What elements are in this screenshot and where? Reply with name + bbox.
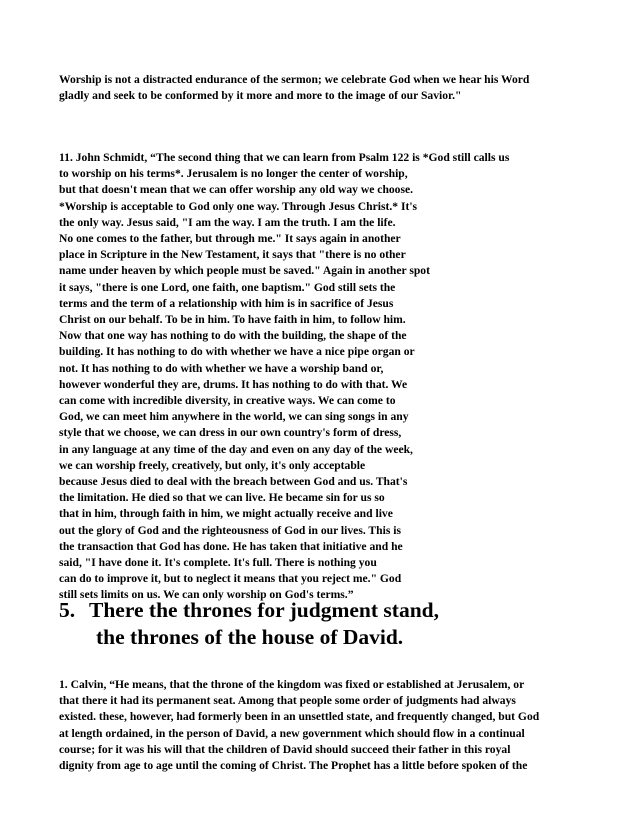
intro-paragraph bbox=[59, 72, 529, 104]
text-line: the transaction that God has done. He has taken that initiative and he bbox=[59, 539, 403, 553]
verse-heading-text-1: There the thrones for judgment stand, bbox=[89, 598, 439, 622]
schmidt-quote bbox=[59, 150, 509, 604]
text-line: No one comes to the father, but through me." It says again in another bbox=[59, 232, 401, 246]
text-line: place in Scripture in the New Testament, it says that "there is no other bbox=[59, 248, 406, 262]
text-line: however wonderful they are, drums. It has nothing to do with that. We bbox=[59, 377, 408, 391]
text-line: course; for it was his will that the children of David should succeed their father in this royal bbox=[59, 742, 511, 756]
text-line: we can worship freely, creatively, but only, it's only acceptable bbox=[59, 458, 366, 472]
verse-heading-line-2: the thrones of the house of David. bbox=[96, 625, 404, 649]
text-line: Now that one way has nothing to do with the building, the shape of the bbox=[59, 329, 407, 343]
text-line: in any language at any time of the day and even on any day of the week, bbox=[59, 442, 413, 456]
text-line: can do to improve it, but to neglect it means that you reject me." God bbox=[59, 572, 402, 586]
text-line: style that we choose, we can dress in our own country's form of dress, bbox=[59, 426, 402, 440]
calvin-quote bbox=[59, 677, 539, 774]
text-line: gladly and seek to be conformed by it more and more to the image of our Savior." bbox=[59, 89, 462, 103]
text-line: still sets limits on us. We can only worship on God's terms.” bbox=[59, 588, 354, 602]
text-line: dignity from age to age until the coming of Christ. The Prophet has a little before spoken of the bbox=[59, 759, 528, 773]
text-line: can come with incredible diversity, in creative ways. We can come to bbox=[59, 394, 396, 408]
text-line: Christ on our behalf. To be in him. To have faith in him, to follow him. bbox=[59, 313, 406, 327]
text-line: building. It has nothing to do with whether we have a nice pipe organ or bbox=[59, 345, 415, 359]
text-line: the limitation. He died so that we can live. He became sin for us so bbox=[59, 491, 385, 505]
text-line: not. It has nothing to do with whether we have a worship band or, bbox=[59, 361, 384, 375]
text-line: said, "I have done it. It's complete. It's full. There is nothing you bbox=[59, 556, 377, 570]
text-line: terms and the term of a relationship with him is in sacrifice of Jesus bbox=[59, 296, 394, 310]
text-line: name under heaven by which people must be saved." Again in another spot bbox=[59, 264, 430, 278]
text-line: God, we can meet him anywhere in the world, we can sing songs in any bbox=[59, 410, 409, 424]
text-line: it says, "there is one Lord, one faith, one baptism." God still sets the bbox=[59, 280, 396, 294]
verse-heading-line-1 bbox=[59, 598, 439, 622]
text-line: at length ordained, in the person of David, a new government which should flow in a continual bbox=[59, 726, 525, 740]
text-line: 1. Calvin, “He means, that the throne of the kingdom was fixed or established at Jerusalem, or bbox=[59, 678, 525, 691]
text-line: that in him, through faith in him, we might actually receive and live bbox=[59, 507, 393, 521]
text-line: out the glory of God and the righteousness of God in our lives. This is bbox=[59, 523, 401, 537]
text-line: *Worship is acceptable to God only one way. Through Jesus Christ.* It's bbox=[59, 199, 418, 213]
verse-number: 5. bbox=[59, 598, 76, 622]
text-line: but that doesn't mean that we can offer worship any old way we choose. bbox=[59, 183, 414, 197]
text-line: the only way. Jesus said, "I am the way. I am the truth. I am the life. bbox=[59, 215, 396, 229]
text-line: to worship on his terms*. Jerusalem is no longer the center of worship, bbox=[59, 167, 408, 181]
text-line: because Jesus died to deal with the breach between God and us. That's bbox=[59, 475, 408, 489]
text-line: Worship is not a distracted endurance of the sermon; we celebrate God when we hear his Word bbox=[59, 73, 530, 86]
text-line: existed. these, however, had formerly been in an unsettled state, and frequently changed, but God bbox=[59, 710, 540, 724]
text-line: 11. John Schmidt, “The second thing that we can learn from Psalm 122 is *God still calls us bbox=[59, 151, 510, 164]
text-line: that there it had its permanent seat. Among that people some order of judgments had always bbox=[59, 694, 516, 708]
verse-heading bbox=[59, 597, 439, 651]
